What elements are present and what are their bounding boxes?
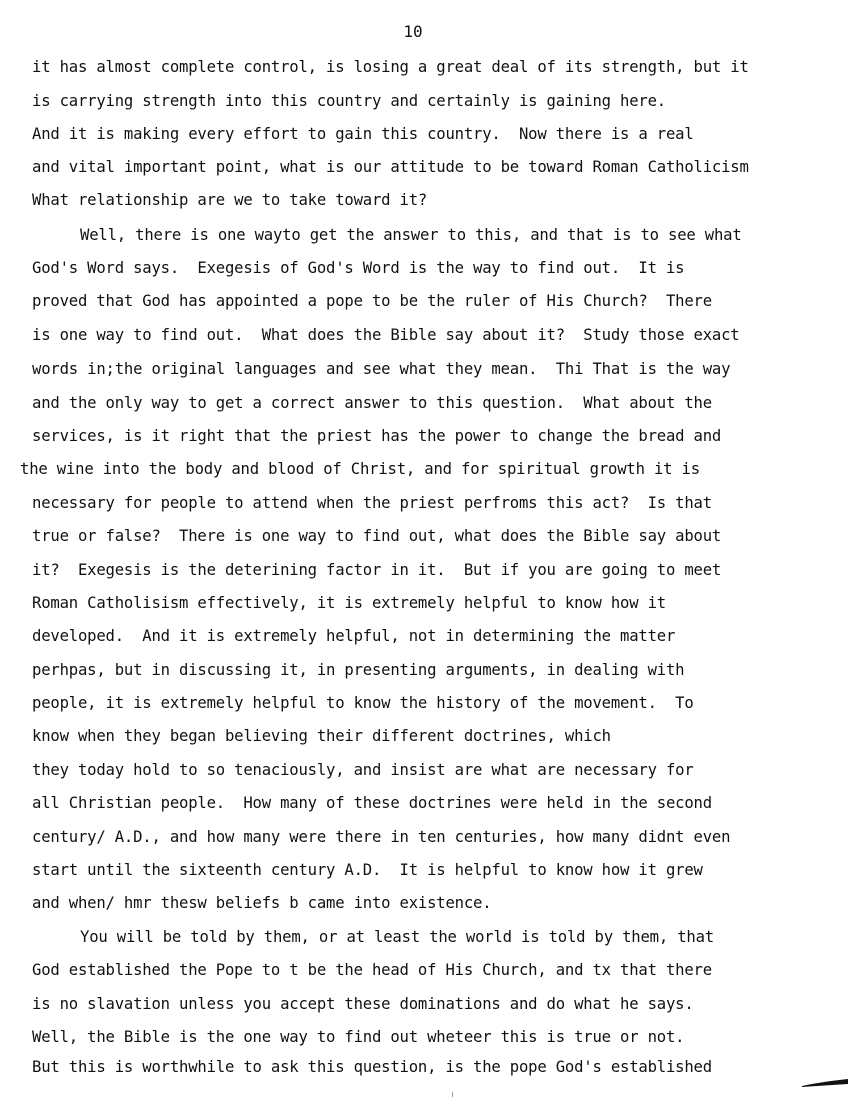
text-line: people, it is extremely helpful to know the history of the movement. To — [32, 694, 694, 712]
text-line: all Christian people. How many of these doctrines were held in the second — [32, 794, 712, 812]
text-line: developed. And it is extremely helpful, not in determining the matter — [32, 627, 676, 645]
text-line: necessary for people to attend when the priest perfroms this act? Is that — [32, 494, 712, 512]
text-line: is one way to find out. What does the Bible say about it? Study those exact — [32, 326, 740, 344]
text-line: and when/ hmr thesw beliefs b came into existence. — [32, 894, 492, 912]
text-line: is no slavation unless you accept these dominations and do what he says. — [32, 995, 694, 1013]
text-line: proved that God has appointed a pope to be the ruler of His Church? There — [32, 292, 712, 310]
text-line: it has almost complete control, is losing a great deal of its strength, but it — [32, 58, 749, 76]
scan-mark — [452, 1092, 453, 1097]
text-line: and vital important point, what is our attitude to be toward Roman Catholicism — [32, 158, 749, 176]
text-line: Well, there is one wayto get the answer to this, and that is to see what — [80, 226, 742, 244]
text-line: the wine into the body and blood of Christ, and for spiritual growth it is — [20, 460, 700, 478]
text-line: perhpas, but in discussing it, in presenting arguments, in dealing with — [32, 661, 685, 679]
text-line: words in;the original languages and see what they mean. Thi That is the way — [32, 360, 731, 378]
text-line: God's Word says. Exegesis of God's Word is the way to find out. It is — [32, 259, 685, 277]
text-line: And it is making every effort to gain this country. Now there is a real — [32, 125, 694, 143]
text-line: start until the sixteenth century A.D. It is helpful to know how it grew — [32, 861, 703, 879]
text-line: God established the Pope to t be the head of His Church, and tx that there — [32, 961, 712, 979]
text-line: century/ A.D., and how many were there in ten centuries, how many didnt even — [32, 828, 731, 846]
text-line: Roman Catholisism effectively, it is extremely helpful to know how it — [32, 594, 666, 612]
text-line: But this is worthwhile to ask this question, is the pope God's established — [32, 1058, 712, 1076]
text-line: it? Exegesis is the deterining factor in it. But if you are going to meet — [32, 561, 722, 579]
text-line: is carrying strength into this country and certainly is gaining here. — [32, 92, 666, 110]
text-line: What relationship are we to take toward it? — [32, 191, 428, 209]
ink-smudge — [802, 1079, 848, 1087]
text-line: Well, the Bible is the one way to find out wheteer this is true or not. — [32, 1028, 685, 1046]
page-number: 10 — [403, 22, 423, 41]
text-line: services, is it right that the priest has the power to change the bread and — [32, 427, 722, 445]
text-line: and the only way to get a correct answer to this question. What about the — [32, 394, 712, 412]
text-line: know when they began believing their different doctrines, which — [32, 727, 611, 745]
text-line: You will be told by them, or at least the world is told by them, that — [80, 928, 714, 946]
text-line: they today hold to so tenaciously, and insist are what are necessary for — [32, 761, 694, 779]
text-line: true or false? There is one way to find out, what does the Bible say about — [32, 527, 722, 545]
